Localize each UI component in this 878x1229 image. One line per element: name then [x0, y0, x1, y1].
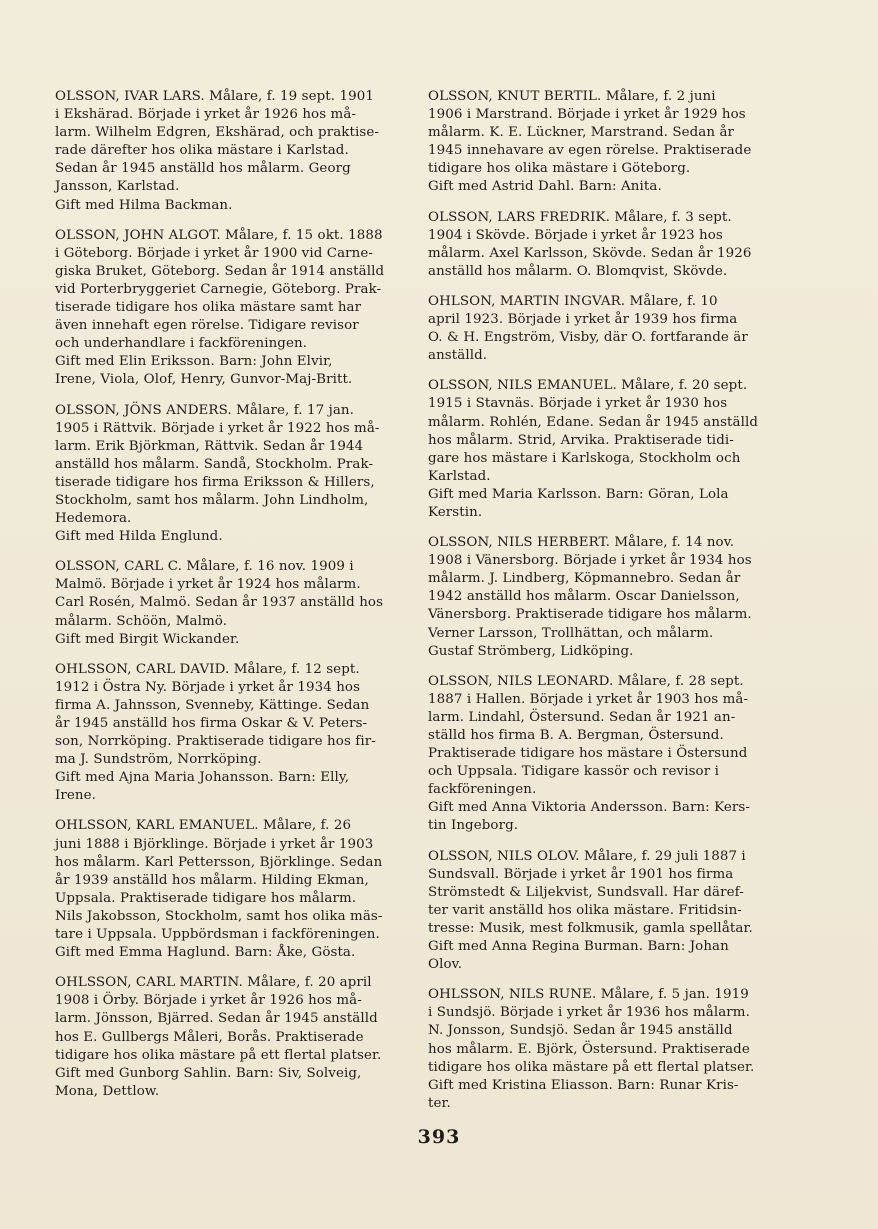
- entry-line: Gift med Ajna Maria Johansson. Barn: Elly,: [55, 770, 350, 786]
- entry-line: juni 1888 i Björklinge. Började i yrket år 1903: [55, 836, 374, 852]
- entry-line: 1908 i Örby. Började i yrket år 1926 hos må-: [55, 993, 362, 1009]
- entry-line: målarm. J. Lindberg, Köpmannebro. Sedan år: [428, 571, 741, 587]
- entry-line: 1904 i Skövde. Började i yrket år 1923 hos: [428, 227, 723, 243]
- entry-line: hos målarm. E. Björk, Östersund. Praktiserade: [428, 1041, 750, 1057]
- entry-line: 1942 anställd hos målarm. Oscar Danielsson,: [428, 589, 740, 605]
- entry-line: Gift med Gunborg Sahlin. Barn: Siv, Solveig,: [55, 1065, 362, 1081]
- biography-entry: [428, 88, 773, 197]
- entry-line: Gift med Kristina Eliasson. Barn: Runar Kris-: [428, 1077, 739, 1093]
- entry-line: ter varit anställd hos olika mästare. Fritidsin-: [428, 902, 742, 918]
- entry-line: ställd hos firma B. A. Bergman, Östersund.: [428, 728, 724, 743]
- entry-line: Gift med Anna Regina Burman. Barn: Johan: [428, 939, 729, 955]
- entry-line: hos målarm. Karl Pettersson, Björklinge. Sedan: [55, 854, 383, 870]
- biography-entry: [55, 661, 400, 806]
- entry-line: OLSSON, NILS EMANUEL. Målare, f. 20 sept.: [428, 378, 748, 394]
- entry-line: tidigare hos olika mästare på ett flertal platser.: [55, 1047, 382, 1063]
- entry-line: anställd.: [428, 348, 488, 364]
- entry-line: OLSSON, JÖNS ANDERS. Målare, f. 17 jan.: [55, 402, 355, 418]
- biography-entry: [55, 88, 400, 215]
- entry-line: Sundsvall. Började i yrket år 1901 hos firma: [428, 866, 734, 882]
- biography-entry: [55, 402, 400, 547]
- entry-line: OLSSON, KNUT BERTIL. Målare, f. 2 juni: [428, 89, 716, 104]
- entry-line: målarm. Axel Karlsson, Skövde. Sedan år 1926: [428, 245, 752, 261]
- entry-line: OHLSSON, NILS RUNE. Målare, f. 5 jan. 1919: [428, 987, 749, 1003]
- biography-entry: [55, 974, 400, 1101]
- entry-line: OHLSSON, CARL DAVID. Målare, f. 12 sept.: [55, 661, 360, 677]
- entry-line: Gift med Maria Karlsson. Barn: Göran, Lola: [428, 486, 729, 502]
- right-column: [428, 88, 773, 1125]
- entry-line: giska Bruket, Göteborg. Sedan år 1914 anställd: [55, 263, 385, 279]
- entry-line: Kerstin.: [428, 504, 483, 520]
- left-column: [55, 88, 400, 1113]
- entry-line: 1905 i Rättvik. Började i yrket år 1922 hos må-: [55, 420, 380, 436]
- entry-line: ter.: [428, 1095, 451, 1111]
- entry-line: målarm. Rohlén, Edane. Sedan år 1945 anställd: [428, 414, 759, 430]
- entry-line: Gift med Astrid Dahl. Barn: Anita.: [428, 179, 662, 195]
- entry-line: Gustaf Strömberg, Lidköping.: [428, 643, 634, 659]
- entry-line: larm. Lindahl, Östersund. Sedan år 1921 an-: [428, 709, 736, 725]
- entry-line: Gift med Emma Haglund. Barn: Åke, Gösta.: [55, 945, 356, 961]
- entry-line: hos målarm. Strid, Arvika. Praktiserade tidi-: [428, 432, 734, 448]
- entry-line: O. & H. Engström, Visby, där O. fortfarande är: [428, 330, 748, 346]
- entry-line: Carl Rosén, Malmö. Sedan år 1937 anställd hos: [55, 595, 384, 611]
- entry-line: OLSSON, NILS OLOV. Målare, f. 29 juli 1887 i: [428, 848, 746, 864]
- biography-entry: [55, 227, 400, 390]
- entry-line: 1908 i Vänersborg. Började i yrket år 1934 hos: [428, 553, 752, 569]
- biography-entry: [55, 817, 400, 962]
- entry-line: tiserade tidigare hos olika mästare samt har: [55, 300, 362, 316]
- entry-line: larm. Erik Björkman, Rättvik. Sedan år 1944: [55, 438, 364, 454]
- entry-line: Verner Larsson, Trollhättan, och målarm.: [428, 625, 714, 641]
- entry-line: i Ekshärad. Började i yrket år 1926 hos må-: [55, 107, 357, 123]
- entry-line: Hedemora.: [55, 511, 132, 527]
- entry-line: Gift med Birgit Wickander.: [55, 631, 240, 647]
- entry-line: Gift med Hilma Backman.: [55, 197, 233, 213]
- entry-line: även innehaft egen rörelse. Tidigare revisor: [55, 318, 359, 334]
- entry-line: ma J. Sundström, Norrköping.: [55, 752, 262, 768]
- entry-line: i Göteborg. Började i yrket år 1900 vid Carne-: [55, 245, 374, 261]
- entry-line: 1912 i Östra Ny. Började i yrket år 1934 hos: [55, 679, 361, 695]
- entry-line: Jansson, Karlstad.: [55, 179, 180, 195]
- entry-line: OLSSON, LARS FREDRIK. Målare, f. 3 sept.: [428, 209, 732, 225]
- entry-line: tiserade tidigare hos firma Eriksson & Hillers,: [55, 474, 375, 490]
- entry-line: i Sundsjö. Började i yrket år 1936 hos målarm.: [428, 1005, 750, 1021]
- entry-line: larm. Jönsson, Bjärred. Sedan år 1945 anställd: [55, 1011, 378, 1027]
- entry-line: rade därefter hos olika mästare i Karlstad.: [55, 143, 349, 159]
- entry-line: OLSSON, NILS HERBERT. Målare, f. 14 nov.: [428, 535, 735, 551]
- entry-line: son, Norrköping. Praktiserade tidigare hos fir-: [55, 734, 376, 750]
- entry-line: hos E. Gullbergs Måleri, Borås. Praktiserade: [55, 1029, 364, 1045]
- page-number: 393: [417, 1126, 461, 1148]
- entry-line: OLSSON, IVAR LARS. Målare, f. 19 sept. 1901: [55, 89, 374, 104]
- entry-line: målarm. K. E. Lückner, Marstrand. Sedan år: [428, 125, 735, 141]
- entry-line: Sedan år 1945 anställd hos målarm. Georg: [55, 161, 351, 177]
- entry-line: Praktiserade tidigare hos mästare i Östersund: [428, 746, 748, 762]
- biography-entry: [428, 848, 773, 975]
- entry-line: Mona, Dettlow.: [55, 1083, 160, 1099]
- entry-line: och Uppsala. Tidigare kassör och revisor i: [428, 764, 719, 780]
- entry-line: Strömstedt & Liljekvist, Sundsvall. Har däref-: [428, 884, 744, 900]
- entry-line: tin Ingeborg.: [428, 818, 519, 834]
- entry-line: OLSSON, JOHN ALGOT. Målare, f. 15 okt. 1888: [55, 227, 383, 243]
- entry-line: Irene.: [55, 788, 97, 804]
- entry-line: tresse: Musik, mest folkmusik, gamla spellåtar.: [428, 920, 753, 936]
- entry-line: larm. Wilhelm Edgren, Ekshärad, och praktise-: [55, 125, 379, 141]
- entry-line: OHLSSON, CARL MARTIN. Målare, f. 20 april: [55, 975, 372, 991]
- biography-entry: [428, 986, 773, 1113]
- entry-line: 1906 i Marstrand. Började i yrket år 1929 hos: [428, 107, 746, 123]
- entry-line: tare i Uppsala. Uppbördsman i fackföreningen.: [55, 927, 380, 943]
- entry-line: Uppsala. Praktiserade tidigare hos målarm.: [55, 890, 357, 906]
- entry-line: år 1939 anställd hos målarm. Hilding Ekman,: [55, 872, 369, 888]
- entry-line: OHLSON, MARTIN INGVAR. Målare, f. 10: [428, 293, 718, 309]
- entry-line: Olov.: [428, 957, 463, 973]
- biography-entry: [55, 558, 400, 648]
- entry-line: 1945 innehavare av egen rörelse. Praktiserade: [428, 143, 752, 159]
- entry-line: N. Jonsson, Sundsjö. Sedan år 1945 anställd: [428, 1023, 733, 1039]
- entry-line: Gift med Anna Viktoria Andersson. Barn: Kers-: [428, 800, 750, 816]
- entry-line: Irene, Viola, Olof, Henry, Gunvor-Maj-Britt.: [55, 372, 353, 388]
- entry-line: Malmö. Började i yrket år 1924 hos målarm.: [55, 577, 361, 593]
- entry-line: anställd hos målarm. Sandå, Stockholm. Prak-: [55, 456, 374, 472]
- biography-entry: [428, 293, 773, 365]
- entry-line: Vänersborg. Praktiserade tidigare hos målarm.: [428, 607, 752, 623]
- entry-line: 1887 i Hallen. Började i yrket år 1903 hos må-: [428, 691, 749, 707]
- entry-line: målarm. Schöön, Malmö.: [55, 613, 228, 629]
- entry-line: och underhandlare i fackföreningen.: [55, 336, 308, 352]
- entry-line: Gift med Hilda Englund.: [55, 529, 223, 545]
- entry-line: april 1923. Började i yrket år 1939 hos firma: [428, 312, 738, 328]
- entry-line: tidigare hos olika mästare på ett flertal platser.: [428, 1059, 755, 1075]
- biography-entry: [428, 534, 773, 661]
- entry-line: Stockholm, samt hos målarm. John Lindholm,: [55, 492, 369, 508]
- entry-line: Nils Jakobsson, Stockholm, samt hos olika mäs-: [55, 908, 383, 924]
- entry-line: Gift med Elin Eriksson. Barn: John Elvir,: [55, 354, 333, 370]
- biography-entry: [428, 673, 773, 836]
- entry-line: anställd hos målarm. O. Blomqvist, Skövde.: [428, 263, 728, 279]
- entry-line: fackföreningen.: [428, 782, 537, 798]
- entry-line: firma A. Jahnsson, Svenneby, Kättinge. Sedan: [55, 697, 370, 713]
- entry-line: vid Porterbryggeriet Carnegie, Göteborg. Prak-: [55, 281, 382, 297]
- entry-line: Karlstad.: [428, 468, 491, 484]
- biography-entry: [428, 209, 773, 281]
- entry-line: gare hos mästare i Karlskoga, Stockholm och: [428, 450, 741, 466]
- entry-line: 1915 i Stavnäs. Började i yrket år 1930 hos: [428, 396, 728, 412]
- entry-line: OLSSON, CARL C. Målare, f. 16 nov. 1909 i: [55, 559, 354, 575]
- entry-line: OLSSON, NILS LEONARD. Målare, f. 28 sept.: [428, 673, 744, 689]
- entry-line: tidigare hos olika mästare i Göteborg.: [428, 161, 691, 177]
- entry-line: år 1945 anställd hos firma Oskar & V. Peters-: [55, 716, 368, 731]
- biography-entry: [428, 377, 773, 522]
- entry-line: OHLSSON, KARL EMANUEL. Målare, f. 26: [55, 818, 352, 834]
